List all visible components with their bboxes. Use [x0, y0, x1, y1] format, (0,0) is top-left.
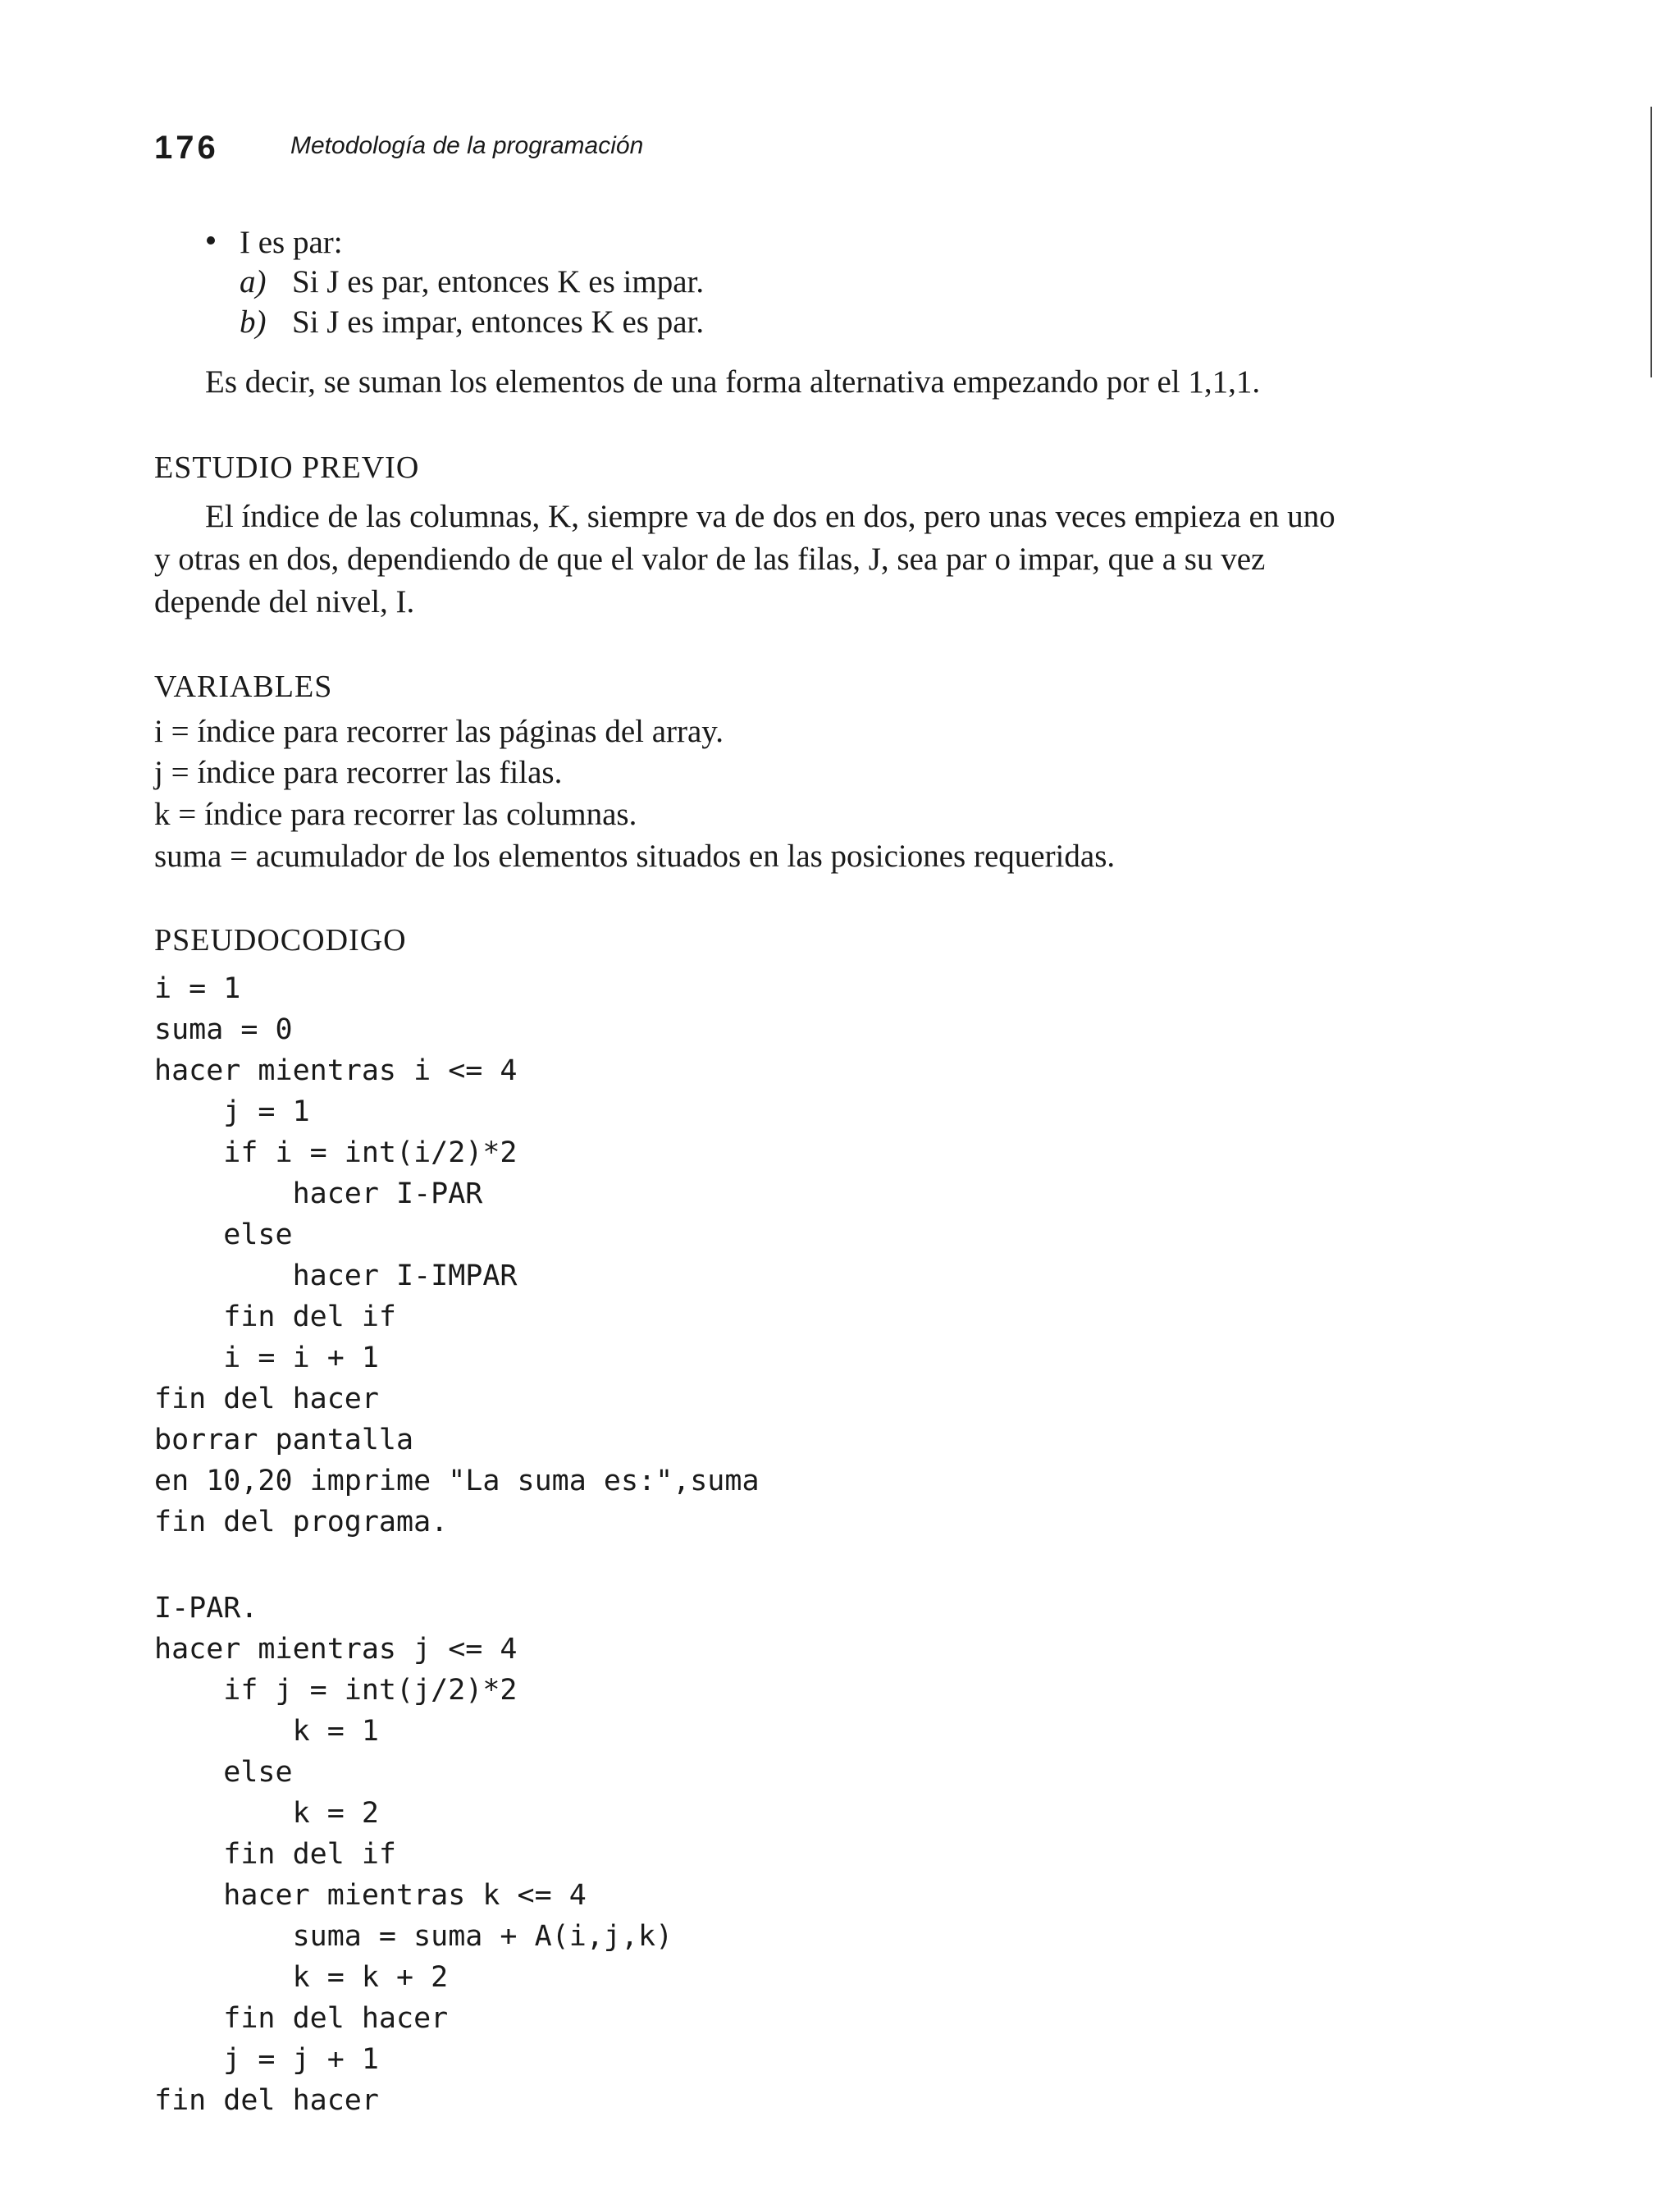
code-line: fin del hacer: [154, 2084, 379, 2117]
bullet-lead: I es par:: [240, 225, 343, 260]
page-edge-line: [1650, 107, 1652, 377]
code-line: if j = int(j/2)*2: [154, 1674, 518, 1707]
variable-line-k: k = índice para recorrer las columnas.: [154, 797, 637, 832]
code-line: en 10,20 imprime "La suma es:",suma: [154, 1465, 760, 1497]
estudio-previo-heading: ESTUDIO PREVIO: [154, 450, 420, 485]
item-text-a: Si J es par, entonces K es impar.: [292, 264, 705, 299]
code-line: fin del if: [154, 1838, 397, 1871]
pseudocodigo-heading: PSEUDOCODIGO: [154, 923, 407, 958]
code-line: j = 1: [154, 1095, 310, 1128]
code-line: else: [154, 1756, 293, 1789]
code-line: k = k + 2: [154, 1961, 449, 1994]
code-line: borrar pantalla: [154, 1424, 414, 1456]
variables-heading: VARIABLES: [154, 670, 333, 704]
running-title: Metodología de la programación: [290, 132, 644, 159]
code-line: i = 1: [154, 972, 241, 1005]
estudio-line-3: depende del nivel, I.: [154, 584, 415, 619]
code-line: hacer mientras j <= 4: [154, 1633, 518, 1666]
code-line: hacer I-PAR: [154, 1177, 483, 1210]
estudio-line-1: El índice de las columnas, K, siempre va de dos en dos, pero unas veces empieza en uno: [205, 499, 1335, 534]
code-line: if i = int(i/2)*2: [154, 1136, 518, 1169]
estudio-line-2: y otras en dos, dependiendo de que el valor de las filas, J, sea par o impar, que a su vez: [154, 542, 1266, 577]
code-line: j = j + 1: [154, 2043, 379, 2076]
code-line: suma = 0: [154, 1013, 293, 1046]
code-line: k = 1: [154, 1715, 379, 1748]
item-marker-a: a): [240, 264, 267, 299]
item-marker-b: b): [240, 304, 267, 340]
variable-line-j: j = índice para recorrer las filas.: [154, 755, 563, 790]
code-line: fin del if: [154, 1301, 397, 1333]
code-line: i = i + 1: [154, 1342, 379, 1374]
item-text-b: Si J es impar, entonces K es par.: [292, 304, 705, 340]
summary-paragraph: Es decir, se suman los elementos de una forma alternativa empezando por el 1,1,1.: [205, 364, 1261, 400]
page-number: 176: [154, 130, 219, 166]
code-line: fin del hacer: [154, 1383, 379, 1415]
variable-line-i: i = índice para recorrer las páginas del array.: [154, 714, 724, 749]
code-line: hacer I-IMPAR: [154, 1259, 518, 1292]
code-line: fin del programa.: [154, 1506, 449, 1538]
code-line: fin del hacer: [154, 2002, 449, 2035]
bullet-icon: [207, 236, 215, 245]
code-line: I-PAR.: [154, 1592, 258, 1625]
code-line: else: [154, 1218, 293, 1251]
code-line: hacer mientras i <= 4: [154, 1054, 518, 1087]
code-line: suma = suma + A(i,j,k): [154, 1920, 673, 1953]
code-line: hacer mientras k <= 4: [154, 1879, 587, 1912]
variable-line-suma: suma = acumulador de los elementos situados en las posiciones requeridas.: [154, 839, 1116, 874]
code-line: k = 2: [154, 1797, 379, 1830]
